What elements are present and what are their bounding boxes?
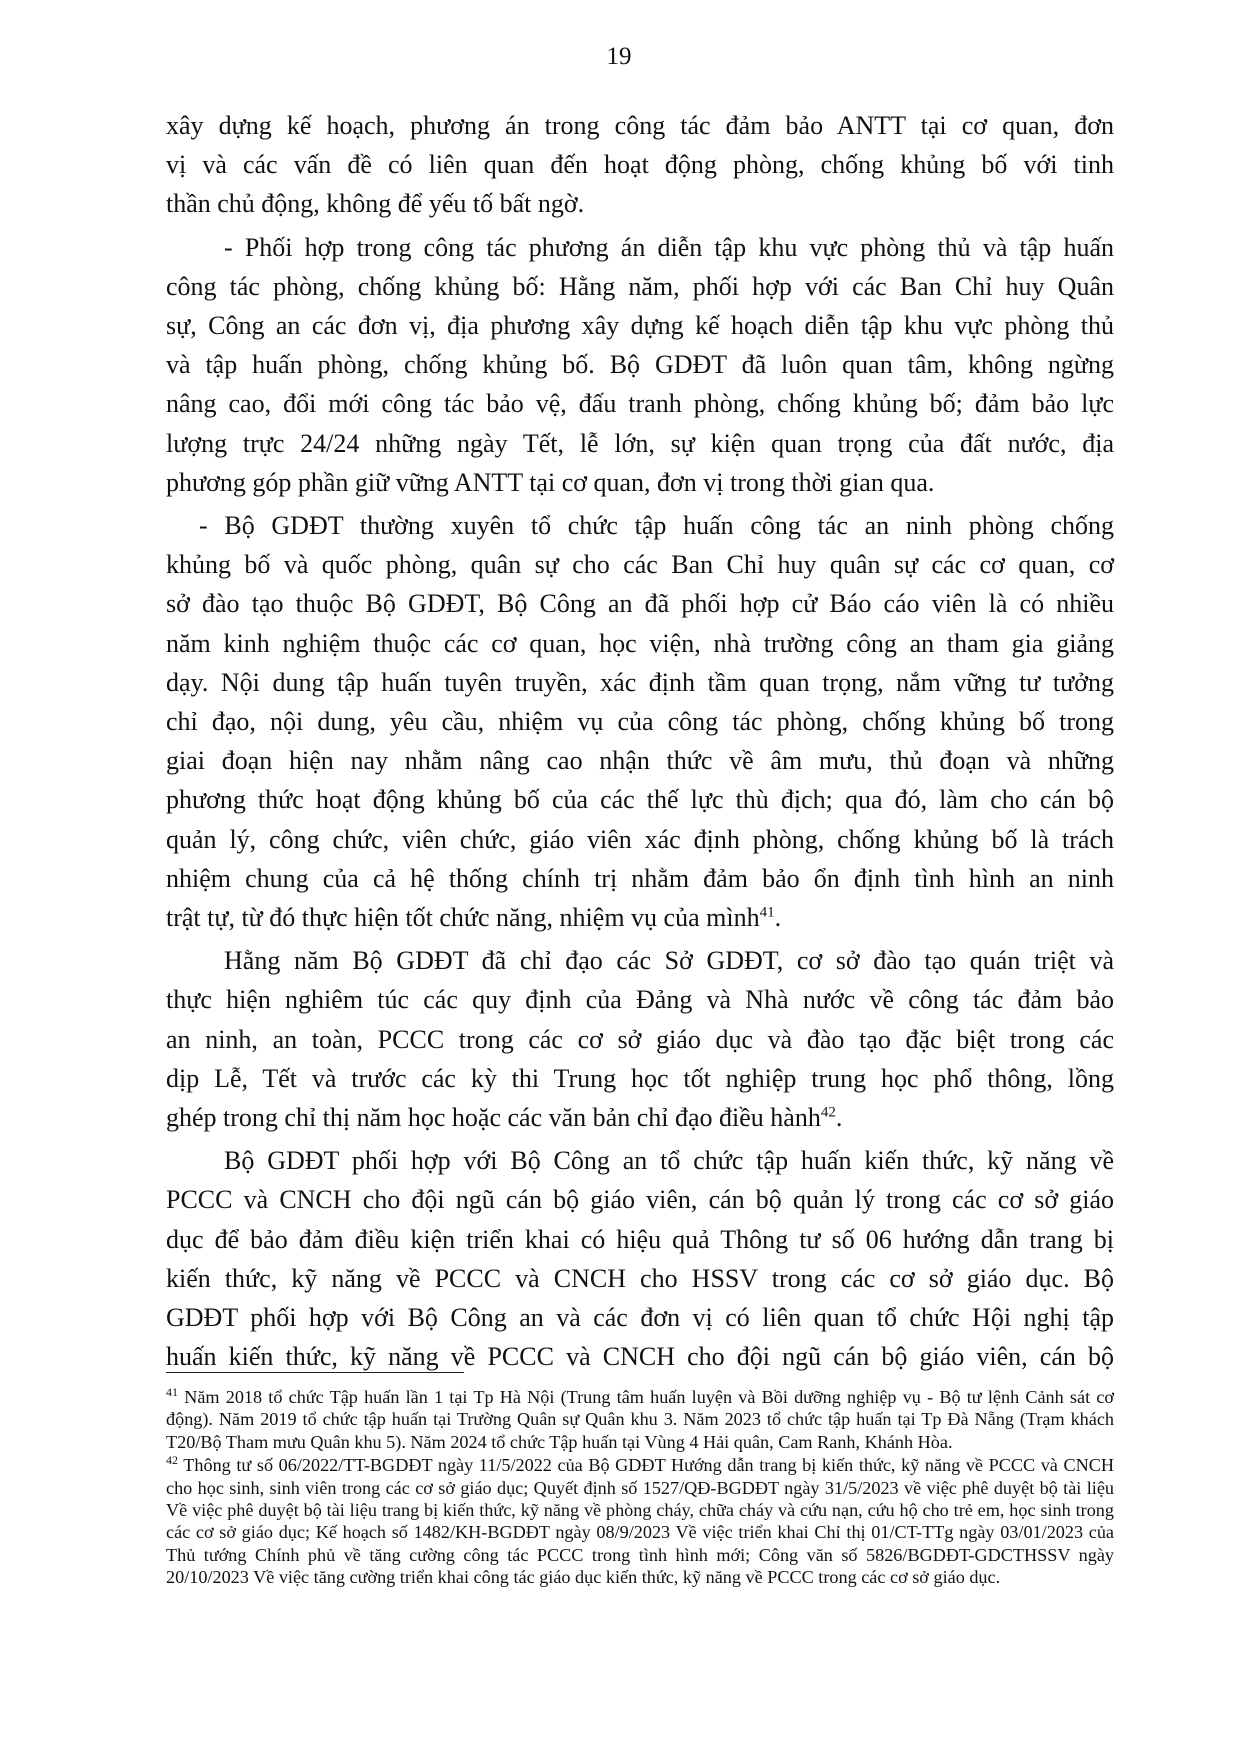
footnote-separator — [166, 1372, 464, 1373]
footnote-text: Thông tư số 06/2022/TT-BGDĐT ngày 11/5/2022 của Bộ GDĐT Hướng dẫn trang bị kiến thức, kỹ năng về PCCC và CNCH cho học sinh, sinh viên trong các cơ sở giáo dục; Quyết định số 1527/QĐ-BGDĐT ngày 31/5/2023 về việc phê duyệt bộ tài liệu Về việc phê duyệt bộ tài liệu trang bị kiến thức, kỹ năng về phòng cháy, chữa cháy và cứu nạn, cứu hộ cho trẻ em, học sinh trong các cơ sở giáo dục; Kế hoạch số 1482/KH-BGDĐT ngày 08/9/2023 Về việc triển khai Chỉ thị 01/CT-TTg ngày 03/01/2023 của Thủ tướng Chính phủ về tăng cường công tác PCCC trong tình hình mới; Công văn số 5826/BGDĐT-GDCTHSSV ngày 20/10/2023 Về việc tăng cường triển khai công tác giáo dục kiến thức, kỹ năng về PCCC trong các cơ sở giáo dục. — [166, 1455, 1115, 1588]
footnote-ref-41[interactable]: 41 — [759, 904, 775, 921]
text-line: - Bộ GDĐT thường xuyên tổ chức tập huấn công tác an ninh phòng chống — [199, 511, 1114, 541]
footnote-number: 42 — [166, 1453, 178, 1468]
text-line: năm kinh nghiệm thuộc các cơ quan, học viện, nhà trường công an tham gia giảng — [166, 628, 1114, 658]
text-line: sự, Công an các đơn vị, địa phương xây dựng kế hoạch diễn tập khu vực phòng thủ — [166, 311, 1114, 341]
text-fragment: ghép trong chỉ thị năm học hoặc các văn bản chỉ đạo điều hành — [166, 1103, 821, 1133]
footnote-number: 41 — [166, 1384, 178, 1399]
text-line: thần chủ động, không để yếu tố bất ngờ. — [166, 189, 585, 219]
footnote-text: Năm 2018 tổ chức Tập huấn lần 1 tại Tp Hà Nội (Trung tâm huấn luyện và Bồi dưỡng nghiệp vụ - Bộ tư lệnh Cảnh sát cơ động). Năm 2019 tổ chức tập huấn tại Trường Quân sự Quân khu 3. Năm 2023 tổ chức tập huấn tại Tp Đà Nẵng (Trạm khách T20/Bộ Tham mưu Quân khu 5). Năm 2024 tổ chức Tập huấn tại Vùng 4 Hải quân, Cam Ranh, Khánh Hòa. — [166, 1387, 1115, 1452]
text-line-with-footnote — [166, 1098, 1114, 1137]
text-fragment: . — [774, 903, 782, 933]
text-line: an ninh, an toàn, PCCC trong các cơ sở giáo dục và đào tạo đặc biệt trong các — [166, 1024, 1114, 1054]
text-line: Hằng năm Bộ GDĐT đã chỉ đạo các Sở GDĐT, cơ sở đào tạo quán triệt và — [224, 946, 1114, 976]
text-line: kiến thức, kỹ năng về PCCC và CNCH cho HSSV trong các cơ sở giáo dục. Bộ — [166, 1263, 1114, 1293]
body-text — [166, 106, 1114, 1381]
footnote-ref-42[interactable]: 42 — [820, 1104, 836, 1121]
text-line: dịp Lễ, Tết và trước các kỳ thi Trung học tốt nghiệp trung học phổ thông, lồng — [166, 1063, 1114, 1093]
text-line: Bộ GDĐT phối hợp với Bộ Công an tổ chức tập huấn kiến thức, kỹ năng về — [224, 1146, 1114, 1176]
text-line-with-footnote — [166, 898, 1114, 937]
text-line: khủng bố và quốc phòng, quân sự cho các Ban Chỉ huy quân sự các cơ quan, cơ — [166, 550, 1114, 580]
text-line: công tác phòng, chống khủng bố: Hằng năm, phối hợp với các Ban Chỉ huy Quân — [166, 271, 1114, 301]
text-line: nhiệm chung của cả hệ thống chính trị nhằm đảm bảo ổn định tình hình an ninh — [166, 863, 1114, 893]
text-line: huấn kiến thức, kỹ năng về PCCC và CNCH cho đội ngũ cán bộ giáo viên, cán bộ — [166, 1342, 1114, 1372]
text-line: vị và các vấn đề có liên quan đến hoạt động phòng, chống khủng bố với tinh — [166, 150, 1114, 180]
paragraph-2 — [166, 228, 1114, 502]
paragraph-1 — [166, 106, 1114, 224]
text-line: lượng trực 24/24 những ngày Tết, lễ lớn, sự kiện quan trọng của đất nước, địa — [166, 428, 1114, 458]
text-line: - Phối hợp trong công tác phương án diễn tập khu vực phòng thủ và tập huấn — [224, 232, 1114, 262]
page-number: 19 — [606, 43, 632, 70]
text-line: dạy. Nội dung tập huấn tuyên truyền, xác định tầm quan trọng, nắm vững tư tưởng — [166, 667, 1114, 697]
text-line: GDĐT phối hợp với Bộ Công an và các đơn vị có liên quan tổ chức Hội nghị tập — [166, 1303, 1114, 1333]
footnotes — [166, 1386, 1114, 1590]
text-line: dục để bảo đảm điều kiện triển khai có hiệu quả Thông tư số 06 hướng dẫn trang bị — [166, 1224, 1114, 1254]
text-line: PCCC và CNCH cho đội ngũ cán bộ giáo viên, cán bộ quản lý trong các cơ sở giáo — [166, 1185, 1114, 1215]
text-line: và tập huấn phòng, chống khủng bố. Bộ GDĐT đã luôn quan tâm, không ngừng — [166, 350, 1114, 380]
text-line: giai đoạn hiện nay nhằm nâng cao nhận thức về âm mưu, thủ đoạn và những — [166, 746, 1114, 776]
footnote-42 — [166, 1454, 1114, 1588]
text-line: xây dựng kế hoạch, phương án trong công tác đảm bảo ANTT tại cơ quan, đơn — [166, 111, 1114, 140]
text-line: sở đào tạo thuộc Bộ GDĐT, Bộ Công an đã phối hợp cử Báo cáo viên là có nhiều — [166, 589, 1114, 619]
text-fragment: trật tự, từ đó thực hiện tốt chức năng, nhiệm vụ của mình — [166, 903, 760, 933]
paragraph-4 — [166, 941, 1114, 1137]
text-line: chỉ đạo, nội dung, yêu cầu, nhiệm vụ của công tác phòng, chống khủng bố trong — [166, 707, 1114, 737]
footnote-41 — [166, 1386, 1114, 1453]
text-line: phương góp phần giữ vững ANTT tại cơ quan, đơn vị trong thời gian qua. — [166, 467, 935, 497]
text-line: thực hiện nghiêm túc các quy định của Đảng và Nhà nước về công tác đảm bảo — [166, 985, 1114, 1015]
text-line: phương thức hoạt động khủng bố của các thế lực thù địch; qua đó, làm cho cán bộ — [166, 785, 1114, 815]
text-fragment: . — [835, 1103, 843, 1133]
paragraph-3 — [166, 506, 1114, 937]
text-line: quản lý, công chức, viên chức, giáo viên xác định phòng, chống khủng bố là trách — [166, 824, 1114, 854]
paragraph-5 — [166, 1141, 1114, 1376]
text-line: nâng cao, đổi mới công tác bảo vệ, đấu tranh phòng, chống khủng bố; đảm bảo lực — [166, 389, 1114, 419]
